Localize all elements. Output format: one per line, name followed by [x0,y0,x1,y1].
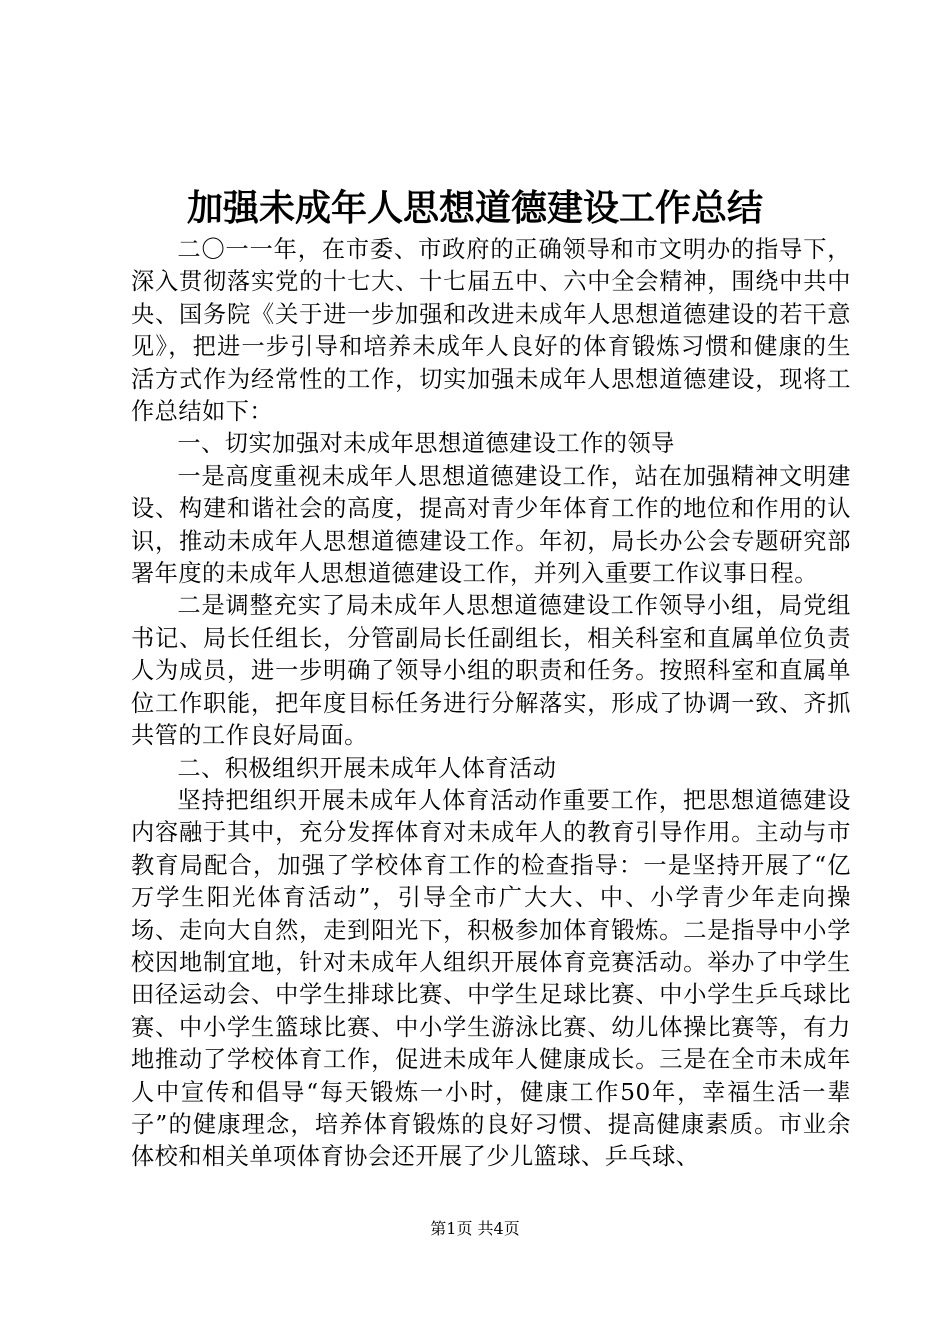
body-paragraph: 一是高度重视未成年人思想道德建设工作，站在加强精神文明建设、构建和谐社会的高度，提高对青少年体育工作的地位和作用的认识，推动未成年人思想道德建设工作。年初，局长办公会专题研究部署年度的未成年人思想道德建设工作，并列入重要工作议事日程。 [131,462,851,588]
body-paragraph: 坚持把组织开展未成年人体育活动作重要工作，把思想道德建设内容融于其中，充分发挥体育对未成年人的教育引导作用。主动与市教育局配合，加强了学校体育工作的检查指导：一是坚持开展了“亿万学生阳光体育活动”，引导全市广大大、中、小学青少年走向操场、走向大自然，走到阳光下，积极参加体育锻炼。二是指导中小学校因地制宜地，针对未成年人组织开展体育竞赛活动。举办了中学生田径运动会、中学生排球比赛、中学生足球比赛、中小学生乒乓球比赛、中小学生篮球比赛、中小学生游泳比赛、幼儿体操比赛等，有力地推动了学校体育工作，促进未成年人健康成长。三是在全市未成年人中宣传和倡导“每天锻炼一小时，健康工作50年，幸福生活一辈子”的健康理念，培养体育锻炼的良好习惯、提高健康素质。市业余体校和相关单项体育协会还开展了少儿篮球、乒乓球、 [131,786,851,1171]
section-heading-1: 一、切实加强对未成年思想道德建设工作的领导 [177,430,675,458]
page-number-footer: 第1页 共4页 [430,1219,520,1238]
document-body [131,234,851,1174]
document-title: 加强未成年人思想道德建设工作总结 [186,187,763,229]
intro-paragraph: 二〇一一年，在市委、市政府的正确领导和市文明办的指导下，深入贯彻落实党的十七大、十七届五中、六中全会精神，围绕中共中央、国务院《关于进一步加强和改进未成年人思想道德建设的若干意见》，把进一步引导和培养未成年人良好的体育锻炼习惯和健康的生活方式作为经常性的工作，切实加强未成年人思想道德建设，现将工作总结如下： [131,236,851,426]
body-paragraph: 二是调整充实了局未成年人思想道德建设工作领导小组，局党组书记、局长任组长，分管副局长任副组长，相关科室和直属单位负责人为成员，进一步明确了领导小组的职责和任务。按照科室和直属单位工作职能，把年度目标任务进行分解落实，形成了协调一致、齐抓共管的工作良好局面。 [131,592,851,750]
section-heading-2: 二、积极组织开展未成年人体育活动 [177,754,557,782]
